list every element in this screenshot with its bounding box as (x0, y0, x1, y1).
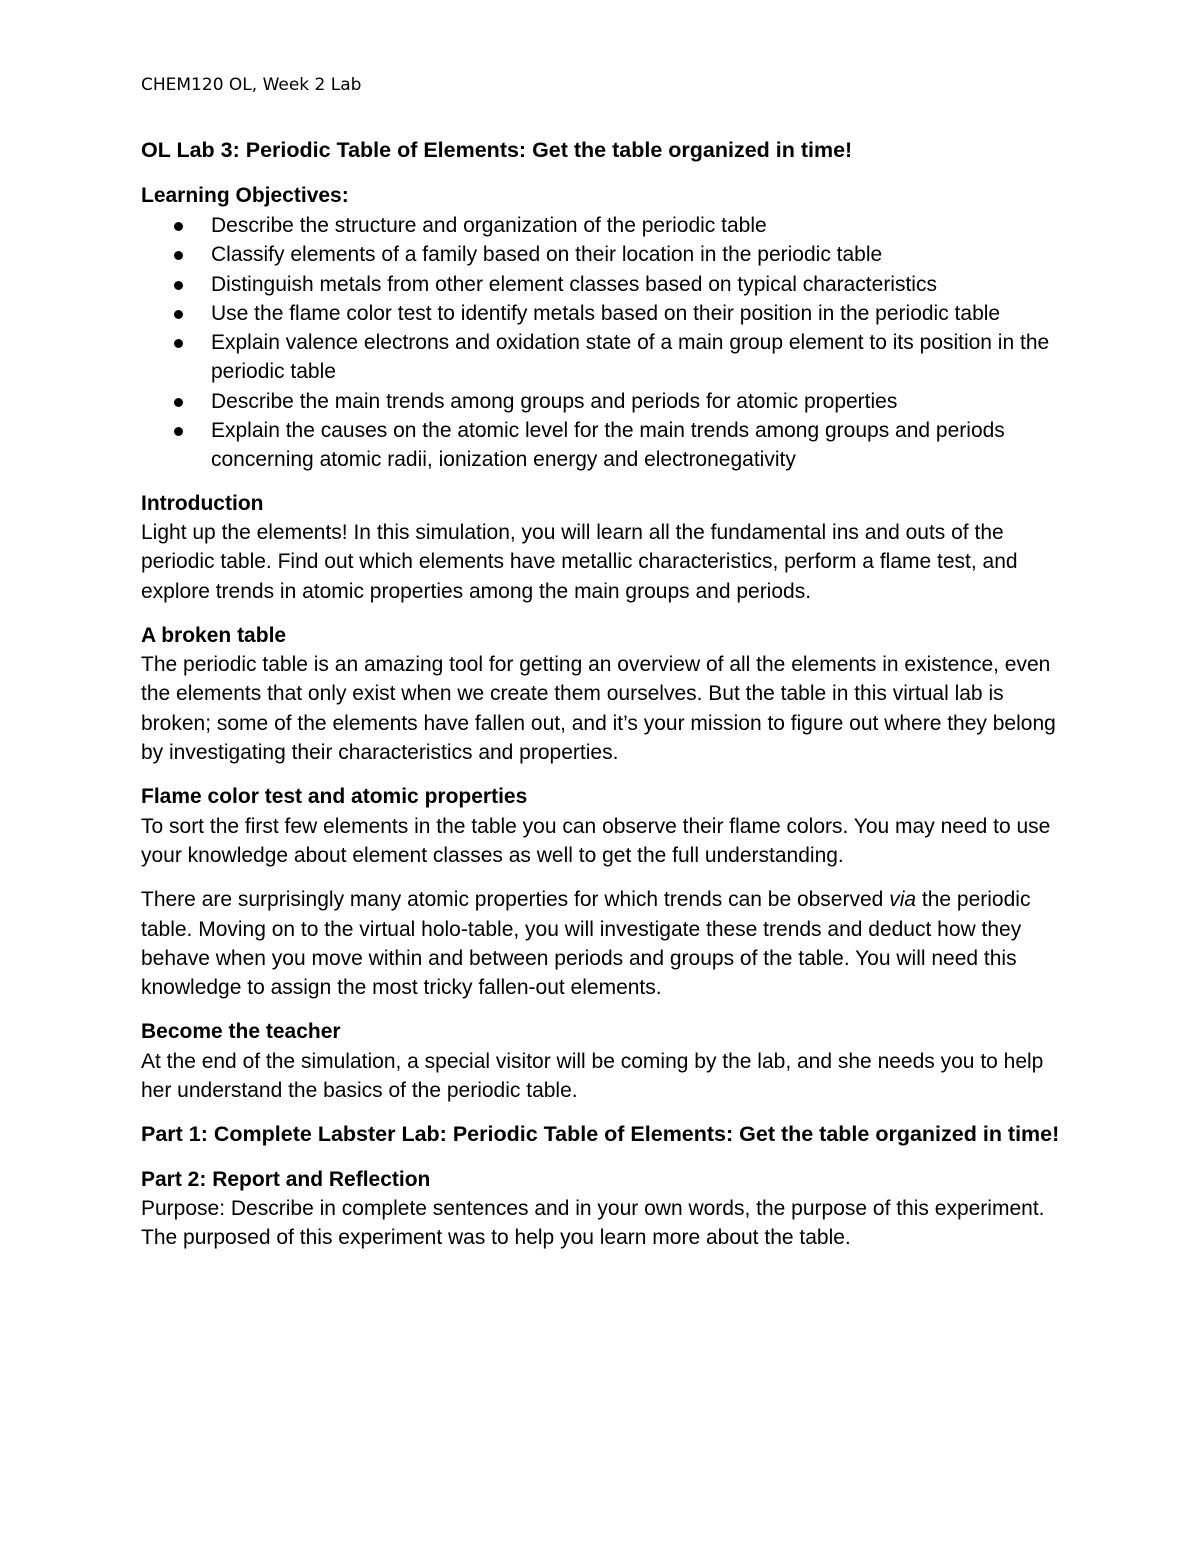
part2-body: Purpose: Describe in complete sentences and in your own words, the purpose of this experiment. The purposed of this experiment was to help you learn more about the table. (141, 1196, 1045, 1250)
objective-text: Explain the causes on the atomic level for the main trends among groups and periods concerning atomic radii, ionization energy and electronegativity (211, 419, 1005, 472)
objective-text: Use the flame color test to identify metals based on their position in the periodic table (211, 301, 1001, 325)
atomic-properties-text-start: There are surprisingly many atomic properties for which trends can be observed (141, 888, 890, 912)
part2-heading: Part 2: Report and Reflection (141, 1167, 431, 1191)
introduction-heading: Introduction (141, 491, 264, 515)
course-header: CHEM120 OL, Week 2 Lab (141, 75, 362, 95)
teacher-body: At the end of the simulation, a special visitor will be coming by the lab, and she needs you to help her understand the basics of the periodic table. (141, 1049, 1044, 1103)
introduction-body: Light up the elements! In this simulation, you will learn all the fundamental ins and outs of the periodic table. Find out which elements have metallic characteristics, perform a flame test, and explore trends in atomic properties among the main groups and periods. (141, 520, 1018, 603)
bullet-icon (174, 339, 183, 348)
flame-test-heading: Flame color test and atomic properties (141, 785, 528, 809)
bullet-icon (174, 427, 183, 436)
broken-table-heading: A broken table (141, 623, 287, 647)
flame-test-section (141, 782, 1060, 870)
broken-table-body: The periodic table is an amazing tool for getting an overview of all the elements in existence, even the elements that only exist when we create them ourselves. But the table in this virtual lab is broken; some of the elements have fallen out, and it’s your mission to figure out where they belong by investigating their characteristics and properties. (141, 653, 1056, 765)
introduction-section (141, 489, 1060, 606)
objective-item (141, 299, 1060, 328)
objective-item (141, 387, 1060, 416)
atomic-properties-paragraph (141, 885, 1060, 1002)
objectives-list (141, 211, 1060, 475)
flame-test-body: To sort the first few elements in the table you can observe their flame colors. You may need to use your knowledge about element classes as well to get the full understanding. (141, 814, 1051, 867)
bullet-icon (174, 251, 183, 260)
broken-table-section (141, 621, 1060, 767)
objectives-heading: Learning Objectives: (141, 184, 349, 207)
part1-heading: Part 1: Complete Labster Lab: Periodic Table of Elements: Get the table organized in time! (141, 1122, 1060, 1147)
objective-text: Describe the main trends among groups and periods for atomic properties (211, 389, 898, 413)
objective-item (141, 270, 1060, 299)
objective-text: Describe the structure and organization of the periodic table (211, 214, 767, 237)
objective-item (141, 240, 1060, 269)
teacher-section (141, 1017, 1060, 1105)
atomic-properties-italic: via (889, 888, 917, 912)
teacher-heading: Become the teacher (141, 1020, 341, 1044)
objective-text: Classify elements of a family based on their location in the periodic table (211, 243, 883, 267)
document-title: OL Lab 3: Periodic Table of Elements: Get the table organized in time! (141, 138, 853, 162)
objective-item (141, 211, 1060, 240)
objective-text: Explain valence electrons and oxidation state of a main group element to its position in the periodic table (211, 331, 1050, 384)
bullet-icon (174, 222, 183, 231)
objective-item (141, 416, 1060, 475)
atomic-properties-text-end: the periodic table. Moving on to the virtual holo-table, you will investigate these trends and deduct how they behave when you move within and between periods and groups of the table. You will need this knowledge to assign the most tricky fallen-out elements. (141, 888, 1031, 1000)
bullet-icon (174, 281, 183, 290)
objective-item (141, 328, 1060, 387)
part2-section (141, 1165, 1060, 1253)
bullet-icon (174, 398, 183, 407)
bullet-icon (174, 310, 183, 319)
objective-text: Distinguish metals from other element classes based on typical characteristics (211, 272, 937, 296)
